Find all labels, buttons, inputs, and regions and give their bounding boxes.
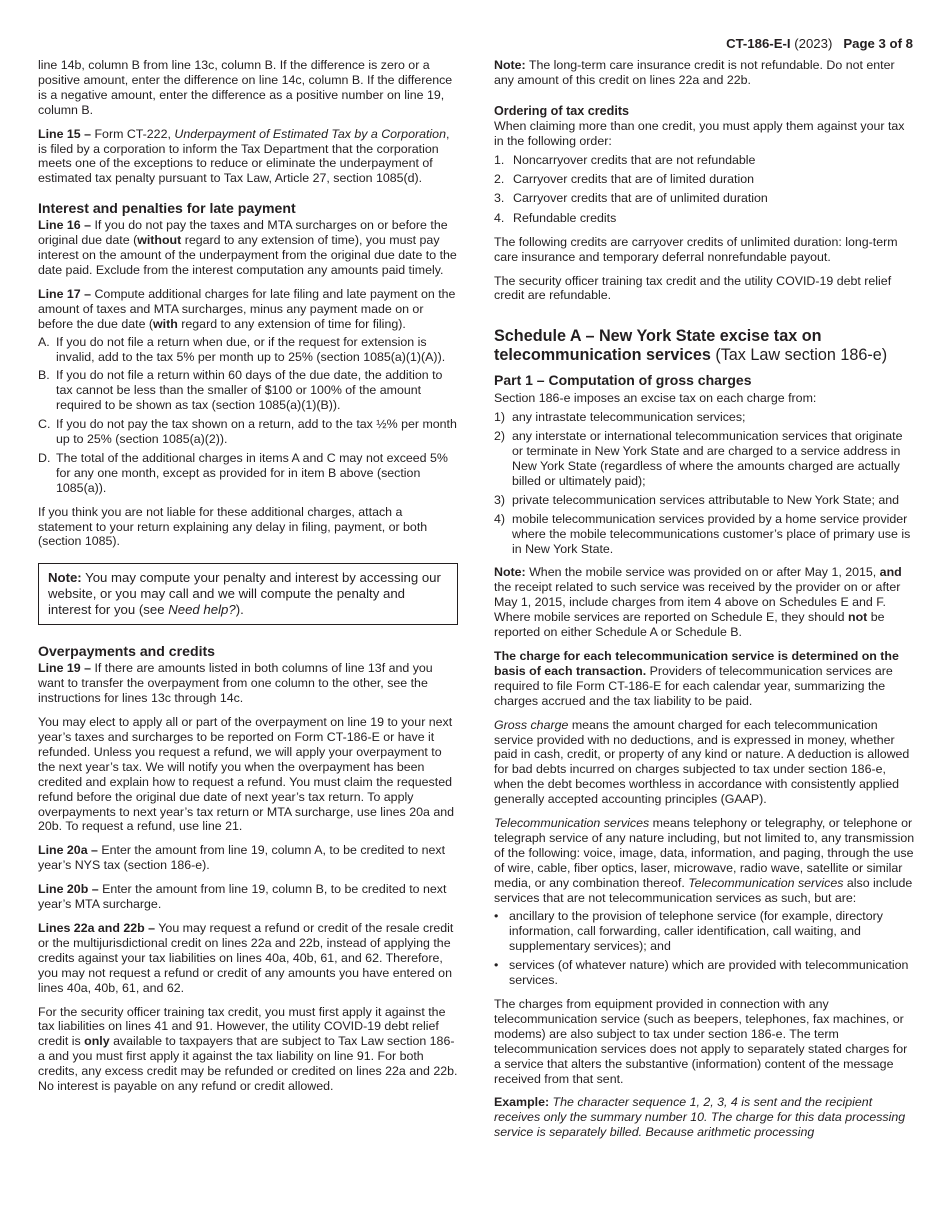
- ordering-intro: When claiming more than one credit, you must apply them against your tax in the following order:: [494, 118, 905, 148]
- line-20b-label: Line 20b –: [38, 882, 99, 897]
- list-item: 2) any interstate or international telecommunication services that originate or terminate in New York State and are charged to a service address in New York State (regardless of where the amounts charged are actually billed or ultimately paid);: [494, 429, 903, 488]
- list-item: 1. Noncarryover credits that are not refundable: [494, 152, 756, 167]
- charge-basis-paragraph: The charge for each telecommunication service is determined on the basis of each transaction. Providers of telecommunication services are required to file Form CT-186-E for each calendar year, summarizing the charges accrued and the tax liability to be paid.: [494, 648, 899, 708]
- security-credit-paragraph: For the security officer training tax credit, you must first apply it against the tax liabilities on lines 41 and 91. However, the utility COVID-19 debt relief credit is only available to taxpayers that are subject to Tax Law section 186-a and you must first apply it against the tax liability on line 91. For both credits, any excess credit may be refunded or credited on lines 22a and 22b. No interest is payable on any refund or credit allowed.: [38, 1004, 458, 1094]
- list-item: 4) mobile telecommunication services provided by a home service provider where the mobile telecommunications customer’s place of primary use is in New York State.: [494, 511, 911, 556]
- ordering-list: [494, 153, 916, 226]
- penalty-note-box: Note: You may compute your penalty and interest by accessing our website, or you may call and we will compute the penalty and interest for you (see Need help?).: [38, 563, 458, 625]
- form-ct-222-title: Underpayment of Estimated Tax by a Corporation: [174, 126, 446, 141]
- line-20a-label: Line 20a –: [38, 843, 98, 858]
- example-paragraph: Example: The character sequence 1, 2, 3, 4 is sent and the recipient receives only the summary number 10. The charge for this data processing service is separately billed. Because arithmetic processing: [494, 1095, 906, 1140]
- line-17-items: [38, 335, 458, 496]
- continued-paragraph: line 14b, column B from line 13c, column B. If the difference is zero or a positive amount, enter the difference on line 14c, column B. If the difference is a negative amount, enter the difference as a positive number on line 19, column B.: [38, 58, 453, 117]
- schedule-a-heading: Schedule A – New York State excise tax on telecommunication services (Tax Law section 186-e): [494, 327, 888, 365]
- line-16-paragraph: Line 16 – If you do not pay the taxes and MTA surcharges on or before the original due date (without regard to any extension of time), you must pay interest on the amount of the underpayment from the original due date to the date paid. Exclude from the interest computation any amounts paid timely.: [38, 218, 457, 277]
- right-column: [494, 58, 916, 1149]
- line-22-label: Lines 22a and 22b –: [38, 920, 156, 935]
- line-16-label: Line 16 –: [38, 218, 92, 233]
- form-number: CT-186-E-I: [726, 36, 791, 51]
- overpayments-heading: Overpayments and credits: [38, 643, 216, 660]
- line-22-paragraph: Lines 22a and 22b – You may request a refund or credit of the resale credit or the multijurisdictional credit on lines 22a and 22b, instead of applying the credits against your tax liabilities on lines 40a, 40b, 61, and 62. Therefore, you may not request a refund or credit of any amounts you have entered on lines 40a, 40b, 61, and 62.: [38, 920, 454, 995]
- example-label: Example:: [494, 1095, 550, 1110]
- list-item: 3) private telecommunication services attributable to New York State; and: [494, 492, 900, 507]
- telecom-services-paragraph: Telecommunication services means telephony or telegraphy, or telephone or telegraph service of any nature including, but not limited to, any transmission of the following: voice, image, data, information, and paging, through the use of wire, cable, fiber optics, laser, microwave, radio wave, satellite or similar media, or any combination thereof. Telecommunication services also include services that are not telecommunication services as such, but are:: [494, 816, 915, 905]
- list-item: A. If you do not file a return when due, or if the request for extension is invalid, add to the tax 5% per month up to 25% (section 1085(a)(1)(A)).: [38, 334, 446, 364]
- list-item: 1) any intrastate telecommunication services;: [494, 410, 746, 425]
- line-19-paragraph: Line 19 – If there are amounts listed in both columns of line 13f and you want to transfer the overpayment from one column to the other, see the instructions for lines 13c through 14c.: [38, 661, 433, 706]
- line-17-paragraph: Line 17 – Compute additional charges for late filing and late payment on the amount of taxes and MTA surcharges, minus any payment made on or before the due date (with regard to any extension of time for filing).: [38, 286, 456, 331]
- line-15-paragraph: Line 15 – Form CT-222, Underpayment of Estimated Tax by a Corporation, is filed by a corporation to inform the Tax Department that the corporation meets one of the exceptions to reduce or eliminate the underpayment of estimated tax penalty pursuant to Tax Law, Article 27, section 1085(d).: [38, 126, 450, 186]
- gross-charge-term: Gross charge: [494, 717, 569, 732]
- ordering-heading: Ordering of tax credits: [494, 103, 630, 118]
- elect-paragraph: You may elect to apply all or part of the overpayment on line 19 to your next year’s taxes and surcharges to be reported on Form CT-186-E or have it refunded. Unless you request a refund, we will apply your overpayment to the next year’s tax. We will notify you when the overpayment has been credited and explain how to request a refund. You must claim the requested refund before the original due date of next year’s tax return. To apply overpayments to next year’s tax return or MTA surcharge, use lines 20a and 20b. To request a refund, use line 21.: [38, 715, 454, 834]
- note-label: Note:: [494, 565, 526, 580]
- line-15-label: Line 15 –: [38, 126, 92, 141]
- list-item: D. The total of the additional charges in items A and C may not exceed 5% for any one month, except as provided for in item B above (section 1085(a)).: [38, 450, 448, 495]
- line-17-label: Line 17 –: [38, 286, 92, 301]
- form-year: (2023): [794, 36, 833, 51]
- ltc-note: Note: The long-term care insurance credit is not refundable. Do not enter any amount of this credit on lines 22a and 22b.: [494, 58, 895, 87]
- refundable-paragraph: The security officer training tax credit and the utility COVID-19 debt relief credit are refundable.: [494, 273, 892, 303]
- note-label: Note:: [48, 570, 82, 586]
- carryover-paragraph: The following credits are carryover credits of unlimited duration: long-term care insurance and temporary deferral nonrefundable payout.: [494, 234, 898, 264]
- part-1-intro: Section 186-e imposes an excise tax on each charge from:: [494, 391, 817, 406]
- part-1-list: [494, 410, 916, 556]
- list-item: B. If you do not file a return within 60 days of the due date, the addition to tax cannot be less than the smaller of $100 or 100% of the amount required to be shown as tax (section 1085(a)(1)(B)).: [38, 368, 443, 413]
- list-item: 4. Refundable credits: [494, 210, 617, 225]
- page-number: Page 3 of 8: [843, 36, 913, 51]
- list-item: 3. Carryover credits that are of unlimited duration: [494, 191, 768, 206]
- page-header: [726, 36, 913, 52]
- list-item: • ancillary to the provision of telephone service (for example, directory information, call forwarding, caller identification, call waiting, and supplementary services); and: [494, 909, 883, 954]
- line-20a-paragraph: Line 20a – Enter the amount from line 19, column A, to be credited to next year’s NYS tax (section 186-e).: [38, 843, 446, 873]
- equipment-paragraph: The charges from equipment provided in connection with any telecommunication service (such as beepers, telephones, fax machines, or modems) are also subject to tax under section 186-e. The term telecommunication services does not apply to separately stated charges for a service that alters the substantive (information) content of the message received from that sent.: [494, 997, 908, 1086]
- line-20b-paragraph: Line 20b – Enter the amount from line 19, column B, to be credited to next year’s MTA surcharge.: [38, 882, 447, 912]
- telecom-bullets: [494, 909, 916, 988]
- line-19-label: Line 19 –: [38, 661, 92, 676]
- left-column: [38, 58, 458, 1103]
- list-item: 2. Carryover credits that are of limited duration: [494, 172, 755, 187]
- note-label: Note:: [494, 58, 526, 72]
- gross-charge-paragraph: Gross charge means the amount charged for each telecommunication service provided with no deductions, and is expressed in money, whether paid in cash, credit, or property of any kind or nature. A deduction is allowed for bad debts incurred on charges subjected to tax under section 186-e, when the debt becomes worthless in accordance with consistently applied generally accepted accounting principles (GAAP).: [494, 717, 910, 807]
- part-1-heading: Part 1 – Computation of gross charges: [494, 372, 752, 389]
- list-item: • services (of whatever nature) which are provided with telecommunication services.: [494, 958, 909, 988]
- not-liable-paragraph: If you think you are not liable for these additional charges, attach a statement to your return explaining any delay in filing, payment, or both (section 1085).: [38, 504, 428, 549]
- mobile-note: Note: When the mobile service was provided on or after May 1, 2015, and the receipt related to such service was received by the provider on or after May 1, 2015, include charges from item 4 above on Schedules E and F. Where mobile services are reported on Schedule E, they should not be reported on either Schedule A or Schedule B.: [494, 565, 902, 640]
- interest-heading: Interest and penalties for late payment: [38, 200, 296, 217]
- list-item: C. If you do not pay the tax shown on a return, add to the tax ½% per month up to 25% (section 1085(a)(2)).: [38, 417, 457, 447]
- need-help-reference: Need help?: [168, 602, 236, 618]
